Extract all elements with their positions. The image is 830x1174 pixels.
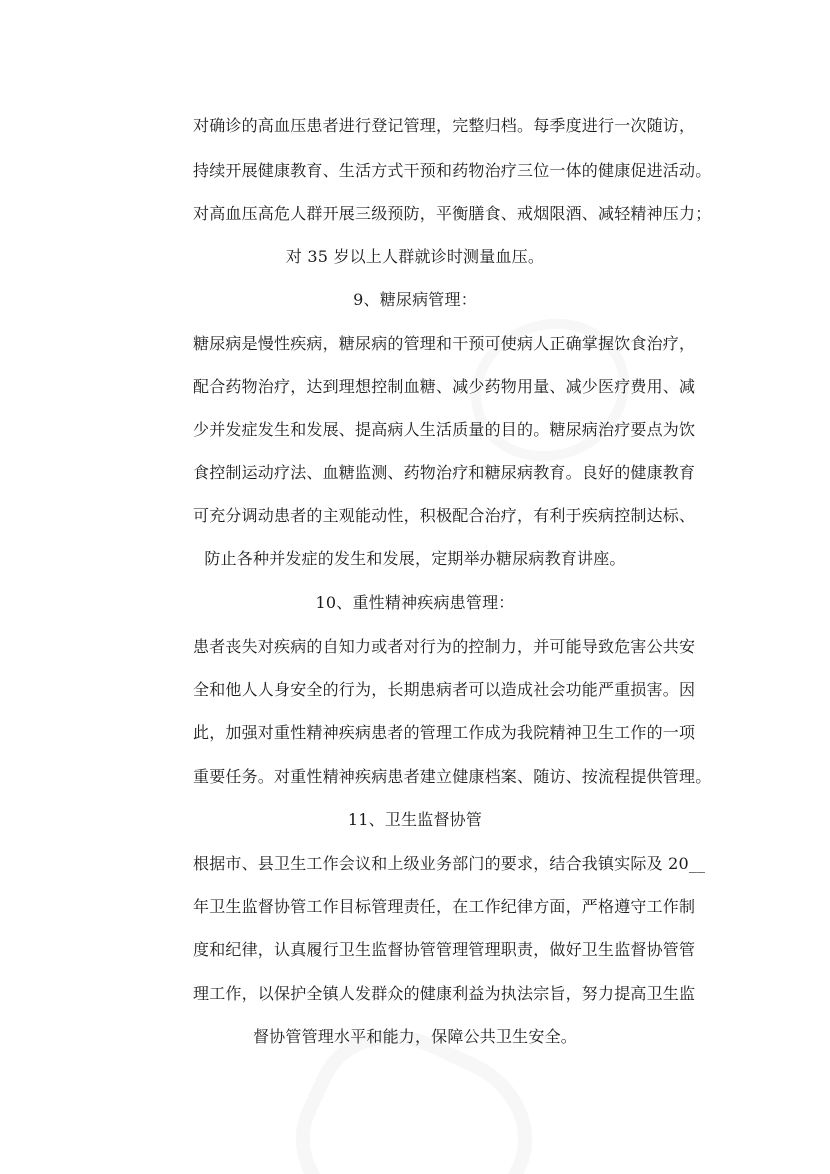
paragraph-line: 食控制运动疗法、血糖监测、药物治疗和糖尿病教育。良好的健康教育 xyxy=(193,463,696,482)
paragraph-line: 防止各种并发症的发生和发展，定期举办糖尿病教育讲座。 xyxy=(204,549,626,568)
paragraph-line: 可充分调动患者的主观能动性，积极配合治疗，有利于疾病控制达标、 xyxy=(193,506,696,525)
paragraph-line: 少并发症发生和发展、提高病人生活质量的目的。糖尿病治疗要点为饮 xyxy=(193,420,696,439)
paragraph-line: 重要任务。对重性精神疾病患者建立健康档案、随访、按流程提供管理。 xyxy=(193,767,712,786)
paragraph-line: 此，加强对重性精神疾病患者的管理工作成为我院精神卫生工作的一项 xyxy=(193,723,696,742)
paragraph-line: 对 35 岁以上人群就诊时测量血压。 xyxy=(285,247,545,266)
paragraph-line: 持续开展健康教育、生活方式干预和药物治疗三位一体的健康促进活动。 xyxy=(193,161,712,180)
paragraph-line: 对高血压高危人群开展三级预防，平衡膳食、戒烟限酒、减轻精神压力； xyxy=(193,204,712,223)
paragraph-line: 患者丧失对疾病的自知力或者对行为的控制力，并可能导致危害公共安 xyxy=(193,637,696,656)
paragraph-line: 理工作，以保护全镇人发群众的健康利益为执法宗旨，努力提高卫生监 xyxy=(193,984,696,1003)
paragraph-line: 根据市、县卫生工作会议和上级业务部门的要求，结合我镇实际及 20__ xyxy=(193,854,706,873)
paragraph-line: 度和纪律，认真履行卫生监督协管管理管理职责，做好卫生监督协管管 xyxy=(193,940,696,959)
paragraph-line: 年卫生监督协管工作目标管理责任，在工作纪律方面，严格遵守工作制 xyxy=(193,897,696,916)
paragraph-line: 糖尿病是慢性疾病，糖尿病的管理和干预可使病人正确掌握饮食治疗， xyxy=(193,334,696,353)
section-heading-health-supervision: 11、卫生监督协管 xyxy=(347,810,483,829)
section-heading-diabetes: 9、糖尿病管理： xyxy=(353,290,477,309)
section-heading-mental-illness: 10、重性精神疾病患管理： xyxy=(315,593,515,612)
paragraph-line: 对确诊的高血压患者进行登记管理，完整归档。每季度进行一次随访， xyxy=(193,116,696,135)
paragraph-line: 督协管管理水平和能力，保障公共卫生安全。 xyxy=(252,1027,577,1046)
paragraph-line: 全和他人人身安全的行为，长期患病者可以造成社会功能严重损害。因 xyxy=(193,680,696,699)
paragraph-line: 配合药物治疗，达到理想控制血糖、减少药物用量、减少医疗费用、减 xyxy=(193,377,696,396)
